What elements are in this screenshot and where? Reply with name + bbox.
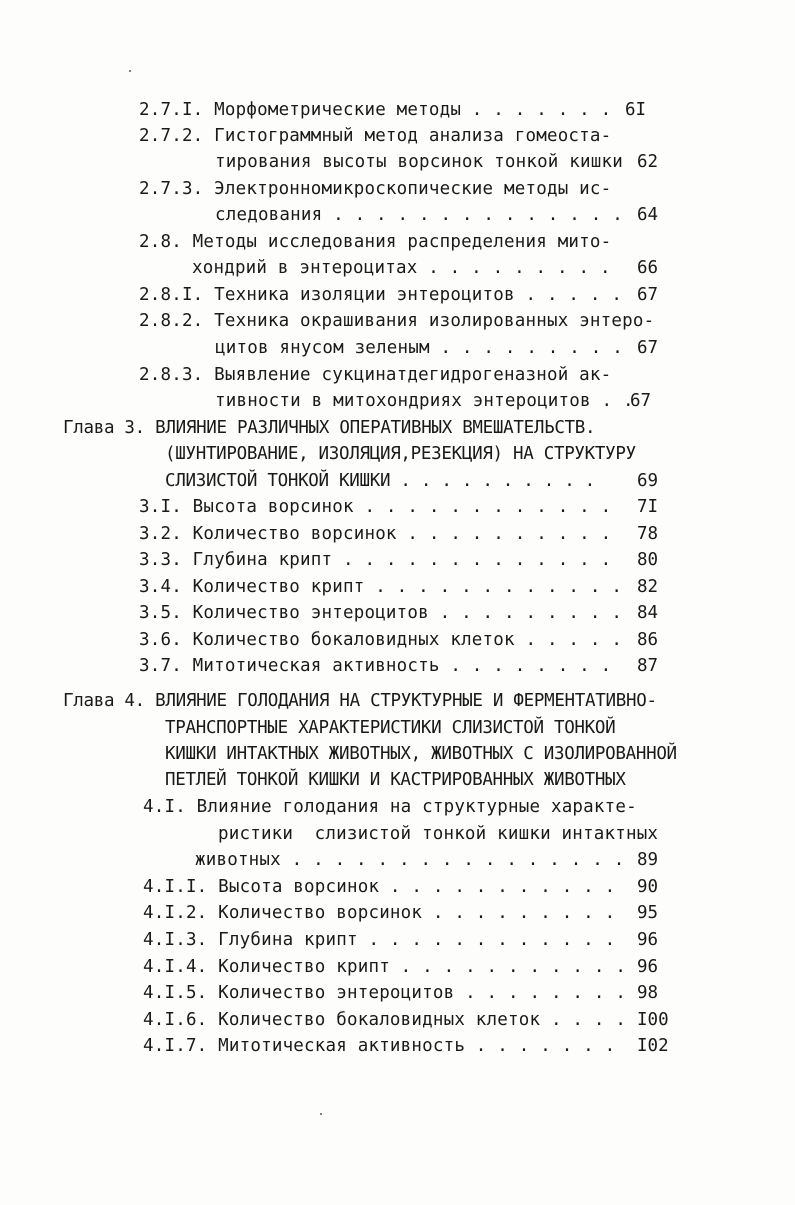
toc-entry-2-8-3: 2.8.3. Выявление сукцинатдегидрогеназной ак- — [139, 365, 612, 385]
toc-page-number: 69 — [637, 471, 659, 491]
toc-entry-3-5: 3.5. Количество энтероцитов . . . . . . . . . — [139, 603, 623, 623]
toc-page-number: 78 — [637, 524, 659, 544]
toc-entry-2-8-cont: хондрий в энтероцитах . . . . . . . . . — [192, 258, 611, 278]
toc-page-number: 90 — [637, 877, 659, 897]
toc-page-number: 82 — [637, 577, 659, 597]
toc-entry-3-1: 3.I. Высота ворсинок . . . . . . . . . . . . — [139, 497, 612, 517]
toc-page-number: 98 — [637, 983, 659, 1003]
toc-entry-4-1: 4.I. Влияние голодания на структурные характе- — [143, 797, 637, 817]
toc-entry-4-1-4: 4.I.4. Количество крипт . . . . . . . . . . . — [143, 957, 627, 977]
toc-page-number: 84 — [637, 603, 659, 623]
toc-entry-4-1-3: 4.I.3. Глубина крипт . . . . . . . . . . . . — [143, 930, 616, 950]
toc-page-number: 80 — [637, 550, 659, 570]
toc-page-number: 67 — [630, 391, 652, 411]
toc-entry-3-7: 3.7. Митотическая активность . . . . . . . . — [139, 656, 612, 676]
toc-page-number: 64 — [637, 205, 659, 225]
chapter-4-heading: Глава 4. ВЛИЯНИЕ ГОЛОДАНИЯ НА СТРУКТУРНЫЕ И ФЕРМЕНТАТИВНО- — [63, 691, 657, 711]
toc-entry-4-1-6: 4.I.6. Количество бокаловидных клеток . . . . — [143, 1010, 627, 1030]
toc-entry-4-1-1: 4.I.I. Высота ворсинок . . . . . . . . . . . — [143, 877, 616, 897]
toc-page-number: 87 — [637, 656, 659, 676]
toc-entry-4-1-cont: животных . . . . . . . . . . . . . . . . — [195, 850, 625, 870]
toc-entry-3-4: 3.4. Количество крипт . . . . . . . . . . . . — [139, 577, 623, 597]
toc-page-number: 7I — [637, 497, 659, 517]
toc-entry-2-8-3-cont: тивности в митохондриях энтероцитов . . — [215, 391, 634, 411]
toc-page-number: 62 — [637, 152, 659, 172]
chapter-3-heading: Глава 3. ВЛИЯНИЕ РАЗЛИЧНЫХ ОПЕРАТИВНЫХ ВМЕШАТЕЛЬСТВ. — [63, 418, 596, 438]
toc-page-number: 96 — [637, 957, 659, 977]
chapter-3-heading-cont: СЛИЗИСТОЙ ТОНКОЙ КИШКИ . . . . . . . . . . — [165, 471, 595, 491]
toc-page-number: 86 — [637, 630, 659, 650]
toc-page-number: 96 — [637, 930, 659, 950]
toc-entry-2-8-2-cont: цитов янусом зеленым . . . . . . . . . — [215, 338, 623, 358]
toc-page-number: 66 — [637, 258, 659, 278]
toc-entry-4-1-7: 4.I.7. Митотическая активность . . . . . . . — [143, 1036, 616, 1056]
toc-entry-3-2: 3.2. Количество ворсинок . . . . . . . . . . — [139, 524, 612, 544]
toc-entry-2-7-2-cont: тирования высоты ворсинок тонкой кишки — [215, 152, 623, 172]
chapter-4-heading-cont: ПЕТЛЕЙ ТОНКОЙ КИШКИ И КАСТРИРОВАННЫХ ЖИВОТНЫХ — [165, 770, 626, 790]
toc-page-number: 67 — [637, 285, 659, 305]
toc-entry-4-1-2: 4.I.2. Количество ворсинок . . . . . . . . . — [143, 903, 616, 923]
chapter-4-heading-cont: КИШКИ ИНТАКТНЫХ ЖИВОТНЫХ, ЖИВОТНЫХ С ИЗОЛИРОВАННОЙ — [165, 744, 677, 764]
chapter-4-heading-cont: ТРАНСПОРТНЫЕ ХАРАКТЕРИСТИКИ СЛИЗИСТОЙ ТОНКОЙ — [165, 718, 616, 738]
toc-page-number: 89 — [637, 850, 659, 870]
toc-entry-2-7-3-cont: следования . . . . . . . . . . . . . . — [215, 205, 623, 225]
toc-page-number: 6I — [625, 100, 647, 120]
toc-entry-3-6: 3.6. Количество бокаловидных клеток . . . . . — [139, 630, 623, 650]
scan-speck — [320, 1113, 322, 1115]
toc-entry-4-1-cont: ристики слизистой тонкой кишки интактных — [218, 824, 659, 844]
toc-page-number: I02 — [637, 1036, 669, 1056]
toc-entry-3-3: 3.3. Глубина крипт . . . . . . . . . . . . . — [139, 550, 612, 570]
toc-entry-2-8-2: 2.8.2. Техника окрашивания изолированных энтеро- — [139, 311, 655, 331]
toc-entry-2-7-2: 2.7.2. Гистограммный метод анализа гомеоста- — [139, 126, 612, 146]
toc-page-number: 95 — [637, 903, 659, 923]
toc-entry-2-7-3: 2.7.3. Электронномикроскопические методы ис- — [139, 179, 612, 199]
toc-entry-4-1-5: 4.I.5. Количество энтероцитов . . . . . . . . — [143, 983, 627, 1003]
toc-entry-2-8-1: 2.8.I. Техника изоляции энтероцитов . . . . . — [139, 285, 623, 305]
chapter-3-heading-cont: (ШУНТИРОВАНИЕ, ИЗОЛЯЦИЯ,РЕЗЕКЦИЯ) НА СТРУКТУРУ — [165, 444, 636, 464]
toc-entry-2-8: 2.8. Методы исследования распределения мито- — [139, 232, 612, 252]
toc-page-number: I00 — [637, 1010, 669, 1030]
scan-speck — [129, 70, 131, 72]
toc-entry-2-7-1: 2.7.I. Морфометрические методы . . . . . . . — [139, 100, 612, 120]
toc-page-number: 67 — [637, 338, 659, 358]
